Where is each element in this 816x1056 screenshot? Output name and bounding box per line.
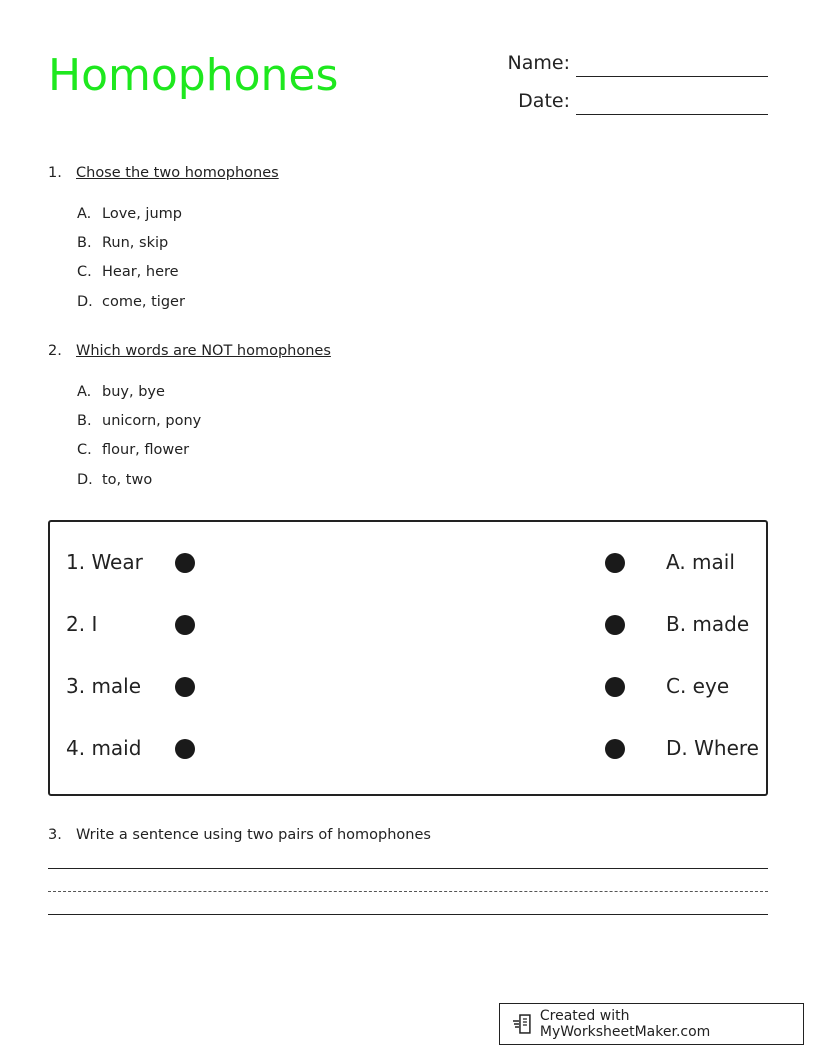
match-left-item-4: 4. maid	[66, 736, 142, 760]
question-text: Which words are NOT homophones	[76, 343, 331, 359]
match-right-dot-2[interactable]	[605, 615, 625, 635]
match-right-item-1: A. mail	[666, 550, 735, 574]
question-text: Write a sentence using two pairs of homophones	[76, 827, 431, 843]
match-left-dot-4[interactable]	[175, 739, 195, 759]
question-number: 3.	[48, 827, 62, 843]
name-line[interactable]	[576, 76, 768, 77]
question-3	[48, 825, 431, 845]
worksheet-title: Homophones	[48, 50, 339, 101]
q1-option-a[interactable]: A. Love, jump	[77, 206, 182, 222]
question-1	[48, 163, 279, 183]
match-left-item-1: 1. Wear	[66, 550, 143, 574]
writing-line-top[interactable]	[48, 868, 768, 869]
match-left-dot-1[interactable]	[175, 553, 195, 573]
q2-option-d[interactable]: D. to, two	[77, 472, 153, 488]
q1-option-b[interactable]: B. Run, skip	[77, 235, 169, 251]
date-line[interactable]	[576, 114, 768, 115]
writing-line-middle	[48, 891, 768, 892]
match-right-item-4: D. Where	[666, 736, 759, 760]
match-left-dot-2[interactable]	[175, 615, 195, 635]
q1-option-d[interactable]: D. come, tiger	[77, 294, 185, 310]
question-2	[48, 341, 331, 361]
q2-option-c[interactable]: C. flour, flower	[77, 442, 190, 458]
q2-option-b[interactable]: B. unicorn, pony	[77, 413, 202, 429]
question-text: Chose the two homophones	[76, 165, 279, 181]
q1-option-c[interactable]: C. Hear, here	[77, 264, 179, 280]
matching-box	[48, 520, 768, 796]
q2-option-a[interactable]: A. buy, bye	[77, 384, 165, 400]
match-left-item-2: 2. I	[66, 612, 98, 636]
match-right-item-3: C. eye	[666, 674, 730, 698]
match-right-dot-3[interactable]	[605, 677, 625, 697]
writing-line-bottom	[48, 914, 768, 915]
match-right-dot-1[interactable]	[605, 553, 625, 573]
created-with-badge[interactable]	[499, 1003, 804, 1045]
date-label: Date:	[518, 90, 570, 112]
question-number: 2.	[48, 343, 62, 359]
badge-text: Created with MyWorksheetMaker.com	[539, 1008, 711, 1040]
match-left-item-3: 3. male	[66, 674, 142, 698]
match-left-dot-3[interactable]	[175, 677, 195, 697]
match-right-item-2: B. made	[666, 612, 750, 636]
question-number: 1.	[48, 165, 62, 181]
match-right-dot-4[interactable]	[605, 739, 625, 759]
name-label: Name:	[507, 52, 570, 74]
worksheet-maker-logo-icon	[512, 1013, 534, 1035]
